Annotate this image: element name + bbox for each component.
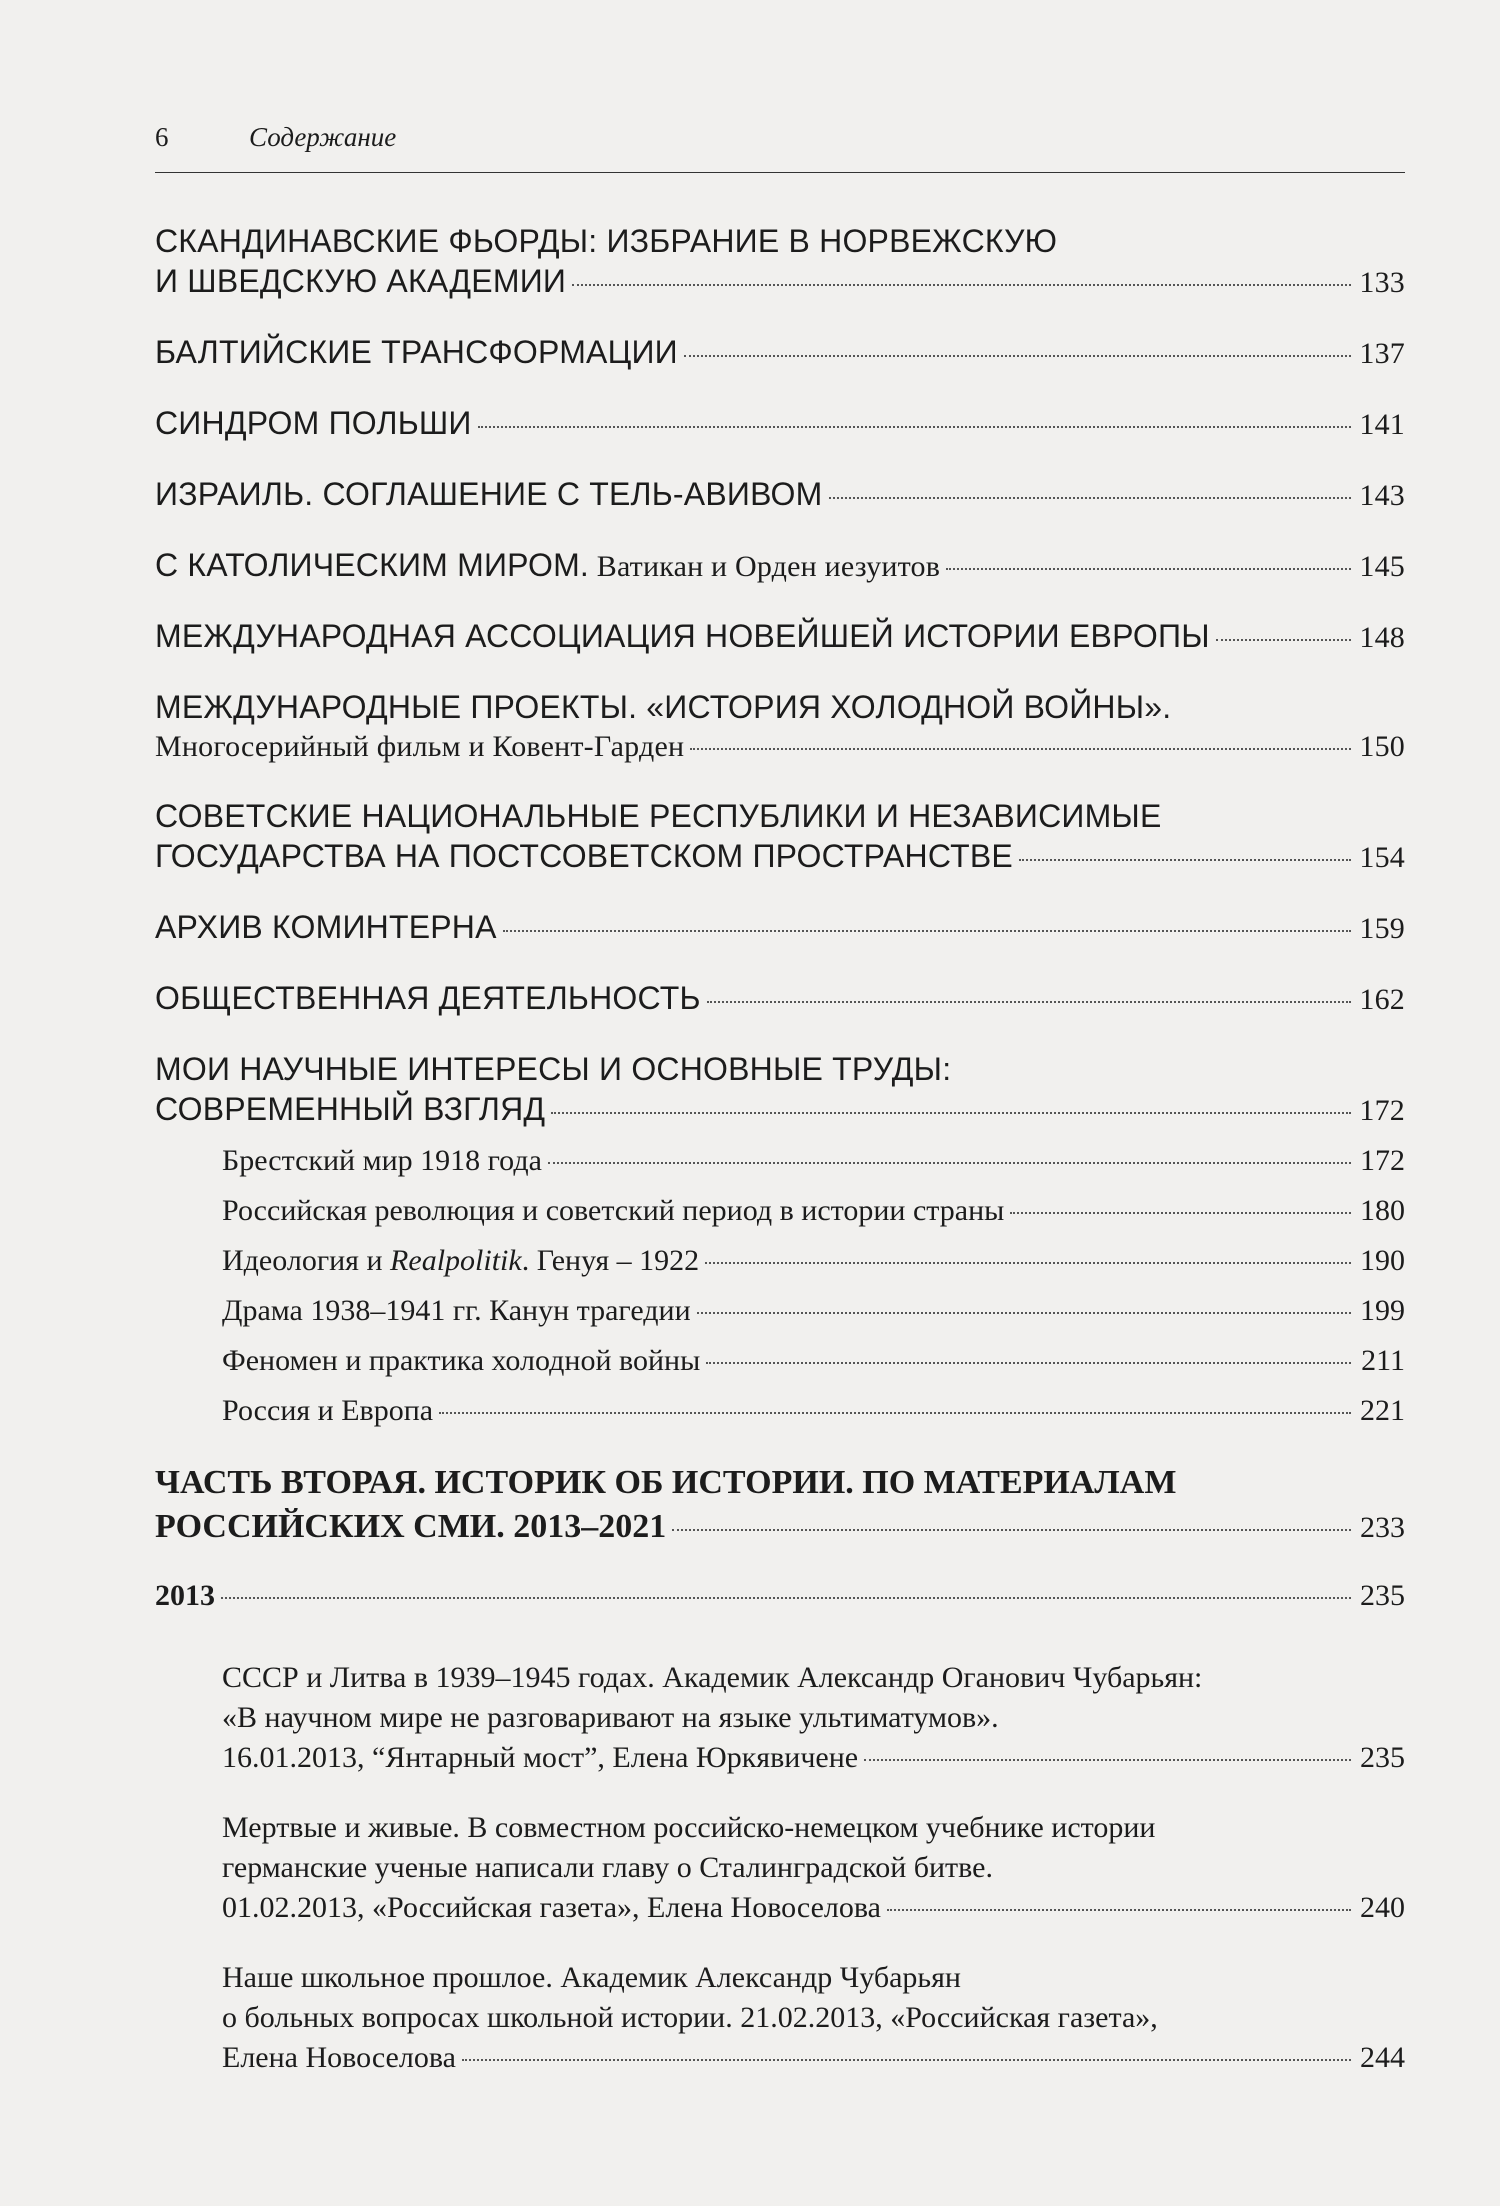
entry-title-pre: Идеология и	[222, 1244, 391, 1277]
leader-dots	[887, 1908, 1351, 1911]
article-line: германские ученые написали главу о Сталинградской битве.	[222, 1851, 993, 1884]
toc-year-heading[interactable]	[155, 1574, 1405, 1618]
entry-title: Российская революция и советский период в истории страны	[222, 1194, 1005, 1227]
entry-page: 143	[1359, 479, 1405, 512]
toc-subentry[interactable]	[155, 1291, 1405, 1331]
entry-title: ИЗРАИЛЬ. СОГЛАШЕНИЕ С ТЕЛЬ-АВИВОМ	[155, 476, 823, 512]
entry-page: 145	[1359, 550, 1405, 583]
toc-entry[interactable]	[155, 545, 1405, 587]
entry-title: Россия и Европа	[222, 1394, 434, 1427]
entry-title: МЕЖДУНАРОДНАЯ АССОЦИАЦИЯ НОВЕЙШЕЙ ИСТОРИИ ЕВРОПЫ	[155, 618, 1210, 654]
entry-title: ОБЩЕСТВЕННАЯ ДЕЯТЕЛЬНОСТЬ	[155, 980, 701, 1016]
entry-page: 180	[1360, 1194, 1405, 1227]
leader-dots	[478, 425, 1351, 428]
leader-dots	[439, 1411, 1351, 1414]
toc-entry[interactable]	[155, 221, 1405, 303]
toc-subentry[interactable]	[155, 1241, 1405, 1281]
page-number: 6	[155, 122, 169, 152]
toc-entry[interactable]	[155, 474, 1405, 516]
leader-dots	[551, 1111, 1351, 1114]
entry-page: 240	[1360, 1891, 1405, 1924]
entry-title-line: СОВРЕМЕННЫЙ ВЗГЛЯД	[155, 1091, 546, 1127]
page-header	[155, 120, 1405, 173]
leader-dots	[706, 1361, 1351, 1364]
year-title: 2013	[155, 1579, 215, 1612]
entry-title: Брестский мир 1918 года	[222, 1144, 542, 1177]
entry-title-line: МОИ НАУЧНЫЕ ИНТЕРЕСЫ И ОСНОВНЫЕ ТРУДЫ:	[155, 1051, 952, 1087]
leader-dots	[1019, 858, 1351, 861]
entry-title-rest: Ватикан и Орден иезуитов	[589, 550, 941, 583]
article-line: Наше школьное прошлое. Академик Александр Чубарьян	[222, 1961, 961, 1994]
entry-subtitle: Многосерийный фильм и Ковент-Гарден	[155, 730, 685, 763]
leader-dots	[548, 1161, 1351, 1164]
entry-page: 141	[1359, 408, 1405, 441]
toc-entry[interactable]	[155, 687, 1405, 767]
entry-title: Драма 1938–1941 гг. Канун трагедии	[222, 1294, 691, 1327]
toc-entry[interactable]	[155, 978, 1405, 1020]
running-title: Содержание	[249, 122, 397, 152]
toc-article[interactable]	[155, 1808, 1405, 1928]
entry-page: 211	[1361, 1344, 1405, 1377]
part-title-line: ЧАСТЬ ВТОРАЯ. ИСТОРИК ОБ ИСТОРИИ. ПО МАТЕРИАЛАМ	[155, 1464, 1177, 1501]
entry-title: БАЛТИЙСКИЕ ТРАНСФОРМАЦИИ	[155, 334, 678, 370]
toc-entry[interactable]	[155, 1049, 1405, 1131]
toc-subentry[interactable]	[155, 1141, 1405, 1181]
article-line: СССР и Литва в 1939–1945 годах. Академик Александр Оганович Чубарьян:	[222, 1661, 1203, 1694]
toc-part-heading[interactable]	[155, 1461, 1405, 1550]
entry-page: 154	[1359, 841, 1405, 874]
entry-title: Феномен и практика холодной войны	[222, 1344, 701, 1377]
entry-page: 159	[1359, 912, 1405, 945]
toc-subentry[interactable]	[155, 1191, 1405, 1231]
leader-dots	[707, 1000, 1351, 1003]
entry-page: 233	[1360, 1511, 1405, 1544]
part-title-line: РОССИЙСКИХ СМИ. 2013–2021	[155, 1508, 667, 1545]
entry-title-line: МЕЖДУНАРОДНЫЕ ПРОЕКТЫ. «ИСТОРИЯ ХОЛОДНОЙ ВОЙНЫ».	[155, 689, 1172, 725]
entry-title-line: И ШВЕДСКУЮ АКАДЕМИИ	[155, 263, 567, 299]
leader-dots	[946, 567, 1351, 570]
entry-title-line: СКАНДИНАВСКИЕ ФЬОРДЫ: ИЗБРАНИЕ В НОРВЕЖСКУЮ	[155, 223, 1058, 259]
leader-dots	[829, 496, 1351, 499]
article-line: о больных вопросах школьной истории. 21.02.2013, «Российская газета»,	[222, 2001, 1158, 2034]
entry-title-italic: Realpolitik	[390, 1244, 522, 1277]
entry-page: 148	[1359, 621, 1405, 654]
toc-article[interactable]	[155, 1658, 1405, 1778]
entry-page: 172	[1360, 1144, 1405, 1177]
article-line: Мертвые и живые. В совместном российско-немецком учебнике истории	[222, 1811, 1156, 1844]
leader-dots	[221, 1596, 1351, 1599]
leader-dots	[705, 1261, 1351, 1264]
entry-page: 235	[1360, 1579, 1405, 1612]
leader-dots	[672, 1528, 1351, 1531]
toc-subentry[interactable]	[155, 1391, 1405, 1431]
table-of-contents	[155, 221, 1405, 2078]
article-line: «В научном мире не разговаривают на языке ультиматумов».	[222, 1701, 999, 1734]
entry-page: 221	[1360, 1394, 1405, 1427]
entry-title-post: . Генуя – 1922	[521, 1244, 700, 1277]
entry-title: СИНДРОМ ПОЛЬШИ	[155, 405, 472, 441]
leader-dots	[690, 747, 1351, 750]
entry-page: 172	[1359, 1094, 1405, 1127]
entry-page: 244	[1360, 2041, 1405, 2074]
entry-page: 190	[1360, 1244, 1405, 1277]
entry-page: 162	[1359, 983, 1405, 1016]
toc-subentry[interactable]	[155, 1341, 1405, 1381]
article-line: 01.02.2013, «Российская газета», Елена Новоселова	[222, 1891, 881, 1924]
leader-dots	[864, 1758, 1351, 1761]
entry-page: 235	[1360, 1741, 1405, 1774]
leader-dots	[697, 1311, 1351, 1314]
article-line: 16.01.2013, “Янтарный мост”, Елена Юркявичене	[222, 1741, 859, 1774]
entry-title-line: ГОСУДАРСТВА НА ПОСТСОВЕТСКОМ ПРОСТРАНСТВЕ	[155, 838, 1013, 874]
leader-dots	[572, 283, 1351, 286]
entry-page: 137	[1359, 337, 1405, 370]
leader-dots	[1010, 1211, 1351, 1214]
leader-dots	[503, 929, 1351, 932]
toc-entry[interactable]	[155, 907, 1405, 949]
toc-entry[interactable]	[155, 332, 1405, 374]
entry-page: 199	[1360, 1294, 1405, 1327]
leader-dots	[462, 2058, 1351, 2061]
toc-article[interactable]	[155, 1958, 1405, 2078]
leader-dots	[1216, 638, 1351, 641]
toc-entry[interactable]	[155, 403, 1405, 445]
toc-entry[interactable]	[155, 796, 1405, 878]
entry-page: 133	[1359, 266, 1405, 299]
article-line: Елена Новоселова	[222, 2041, 456, 2074]
leader-dots	[684, 354, 1351, 357]
entry-title-line: СОВЕТСКИЕ НАЦИОНАЛЬНЫЕ РЕСПУБЛИКИ И НЕЗАВИСИМЫЕ	[155, 798, 1162, 834]
entry-title: АРХИВ КОМИНТЕРНА	[155, 909, 497, 945]
toc-entry[interactable]	[155, 616, 1405, 658]
entry-page: 150	[1359, 730, 1405, 763]
entry-title-caps: С КАТОЛИЧЕСКИМ МИРОМ.	[155, 547, 590, 583]
